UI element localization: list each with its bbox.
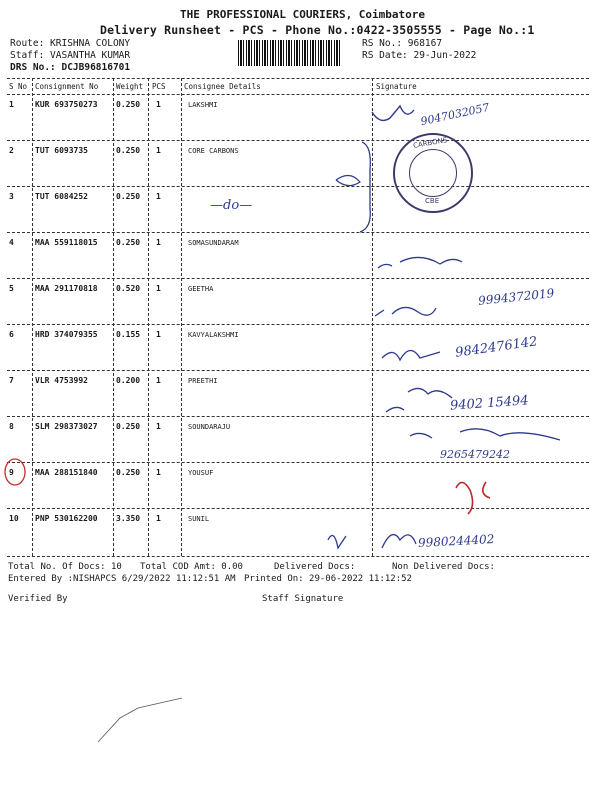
row-weight: 0.250 <box>116 100 141 109</box>
rs-number: RS No.: 968167 <box>362 38 443 49</box>
row-sno: 10 <box>9 514 19 523</box>
handwritten-phone: 9265479242 <box>440 448 510 461</box>
stamp-inner-ring <box>409 149 457 197</box>
rs-date: RS Date: 29-Jun-2022 <box>362 50 477 61</box>
row-sno: 4 <box>9 238 14 247</box>
row-pcs: 1 <box>156 146 161 155</box>
row-sno: 9 <box>9 468 14 477</box>
signature-mark <box>378 257 462 268</box>
handwritten-phone: 9994372019 <box>477 286 555 308</box>
runsheet-subtitle: Delivery Runsheet - PCS - Phone No.:0422-3505555 - Page No.:1 <box>100 23 535 37</box>
handwritten-ditto: —do— <box>210 198 253 213</box>
signature-mark <box>328 536 346 549</box>
signature-mark <box>375 307 436 316</box>
handwritten-phone: 9402 15494 <box>449 393 530 414</box>
signature-mark <box>382 350 440 360</box>
row-consignee: CORE CARBONS <box>188 147 239 155</box>
stray-pen-mark <box>98 698 182 742</box>
col-header-consignee: Consignee Details <box>184 82 261 91</box>
row-consignee: KAVYALAKSHMI <box>188 331 239 339</box>
total-cod: Total COD Amt: 0.00 <box>140 562 243 572</box>
row-consignee: YOUSUF <box>188 469 214 477</box>
row-consignment: MAA 559118015 <box>35 238 98 247</box>
verified-by: Verified By <box>8 594 68 604</box>
entered-by: Entered By :NISHAPCS 6/29/2022 11:12:51 AM <box>8 574 236 584</box>
row-consignee: LAKSHMI <box>188 101 218 109</box>
row-sno: 8 <box>9 422 14 431</box>
row-sno: 1 <box>9 100 14 109</box>
row-pcs: 1 <box>156 422 161 431</box>
red-signature-mark <box>456 482 490 514</box>
row-weight: 3.350 <box>116 514 141 523</box>
row-pcs: 1 <box>156 468 161 477</box>
col-header-sno: S No <box>9 82 28 91</box>
row-pcs: 1 <box>156 376 161 385</box>
company-stamp <box>393 133 473 213</box>
staff-signature-label: Staff Signature <box>262 594 344 604</box>
row-weight: 0.200 <box>116 376 141 385</box>
row-consignment: TUT 6093735 <box>35 146 88 155</box>
staff-label: Staff: VASANTHA KUMAR <box>10 50 131 61</box>
row-pcs: 1 <box>156 192 161 201</box>
row-consignment: PNP 530162200 <box>35 514 98 523</box>
row-sno: 5 <box>9 284 14 293</box>
row-consignee: PREETHI <box>188 377 218 385</box>
row-weight: 0.250 <box>116 468 141 477</box>
signature-mark <box>410 429 560 440</box>
row-sno: 2 <box>9 146 14 155</box>
col-header-signature: Signature <box>376 82 417 91</box>
handwritten-phone: 9842476142 <box>454 334 539 361</box>
row-weight: 0.250 <box>116 238 141 247</box>
row-consignment: VLR 4753992 <box>35 376 88 385</box>
col-header-consignment: Consignment No <box>35 82 99 91</box>
row-consignment: SLM 298373027 <box>35 422 98 431</box>
row-weight: 0.250 <box>116 422 141 431</box>
signature-mark <box>372 106 414 120</box>
printed-on: Printed On: 29-06-2022 11:12:52 <box>244 574 412 584</box>
row-sno: 6 <box>9 330 14 339</box>
row-consignment: HRD 374079355 <box>35 330 98 339</box>
row-weight: 0.250 <box>116 192 141 201</box>
col-header-pcs: PCS <box>152 82 166 91</box>
row-pcs: 1 <box>156 100 161 109</box>
ink-bracket <box>360 142 370 232</box>
handwritten-phone: 9047032057 <box>419 100 491 129</box>
row-sno: 3 <box>9 192 14 201</box>
row-consignee: SOMASUNDARAM <box>188 239 239 247</box>
signature-mark <box>386 388 452 412</box>
row-weight: 0.520 <box>116 284 141 293</box>
stamp-text-top: CARBONS <box>412 136 448 150</box>
row-pcs: 1 <box>156 238 161 247</box>
delivered-docs: Delivered Docs: <box>274 562 356 572</box>
row-pcs: 1 <box>156 330 161 339</box>
signature-mark <box>336 175 360 185</box>
row-weight: 0.155 <box>116 330 141 339</box>
row-consignee: GEETHA <box>188 285 214 293</box>
row-consignment: MAA 288151840 <box>35 468 98 477</box>
row-consignment: KUR 693750273 <box>35 100 98 109</box>
row-weight: 0.250 <box>116 146 141 155</box>
row-consignee: SUNIL <box>188 515 210 523</box>
stamp-text-bottom: CBE <box>425 197 440 205</box>
row-consignment: TUT 6084252 <box>35 192 88 201</box>
total-docs: Total No. Of Docs: 10 <box>8 562 122 572</box>
company-title: THE PROFESSIONAL COURIERS, Coimbatore <box>180 8 426 21</box>
non-delivered-docs: Non Delivered Docs: <box>392 562 495 572</box>
red-circle-mark <box>5 459 25 485</box>
col-header-weight: Weight <box>116 82 144 91</box>
row-consignment: MAA 291170818 <box>35 284 98 293</box>
row-consignee: SOUNDARAJU <box>188 423 231 431</box>
signature-mark <box>382 535 416 548</box>
handwritten-phone: 9980244402 <box>417 532 495 550</box>
route-label: Route: KRISHNA COLONY <box>10 38 131 49</box>
row-pcs: 1 <box>156 514 161 523</box>
row-sno: 7 <box>9 376 14 385</box>
row-pcs: 1 <box>156 284 161 293</box>
drs-number: DRS No.: DCJB96816701 <box>10 62 131 73</box>
